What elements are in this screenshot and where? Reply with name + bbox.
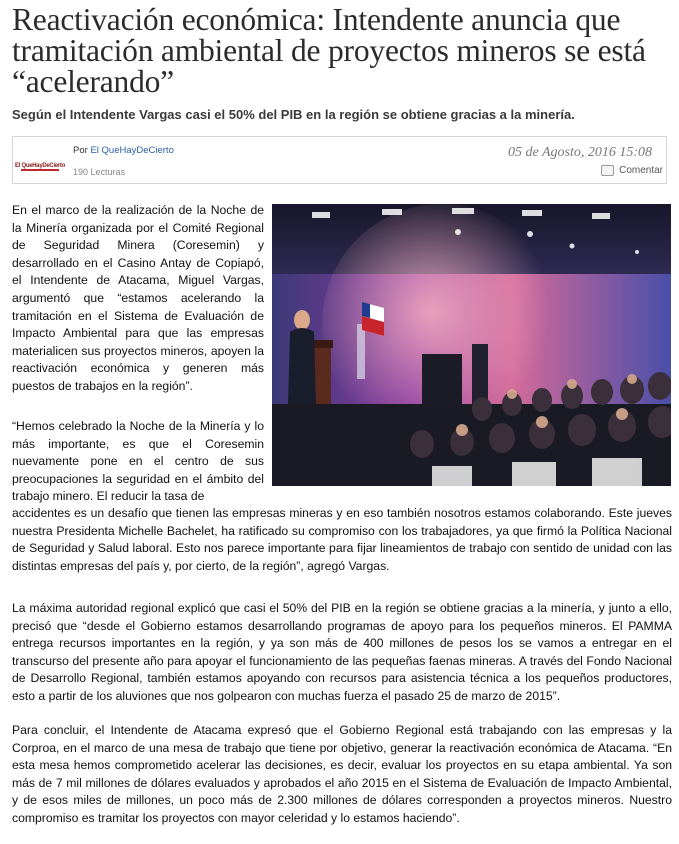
read-count: 190 Lecturas [73,167,126,177]
paragraph-2-wrap: “Hemos celebrado la Noche de la Minería y lo más importante, es que el Coresemin nuevamente pone en el centro de sus preocupaciones la seguridad en el ámbito del trabajo minero. El reducir la tasa de [12,419,264,504]
article-photo [272,204,671,486]
comment-label: Comentar [619,165,663,176]
author-link[interactable]: El QueHayDeCierto [90,145,174,156]
publish-date: 05 de Agosto, 2016 15:08 [507,145,652,160]
paragraph-4: Para concluir, el Intendente de Atacama expresó que el Gobierno Regional está trabajando con las empresas y la Corproa, en el marco de una mesa de trabajo que tiene por objetivo, generar la reactivación económica de Atacama. “En esta mesa hemos comprometido acelerar las decisiones, es decir, evaluar los proyectos en su etapa ambiental. Ya son más de 7 mil millones de dólares evaluados y aprobados el año 2015 en el Sistema de Evaluación de Impacto Ambiental, y de esos miles de millones, un poco más de 2.300 millones de dólares corresponden a proyectos mineros. Nuestro compromiso es tramitar los proyectos con mayor celeridad y lo estamos haciendo”. [12,723,672,825]
paragraph-2-full: accidentes es un desafío que tienen las empresas mineras y en eso también nosotros estamos colaborando. Este jueves nuestra Presidenta Michelle Bachelet, ha ratificado su compromiso con los trabajadores, ya que firmó la Política Nacional de Seguridad y Salud laboral. Esto nos parece importante para fijar lineamientos de trabajo con sentido de unidad con las distintas empresas del país y, por cierto, de la región”, agregó Vargas. [12,506,672,573]
byline [73,145,174,156]
event-photo-illustration [272,204,671,486]
publisher-logo[interactable] [15,160,65,172]
comment-button[interactable] [601,165,663,176]
article-meta-bar [12,136,667,184]
publisher-logo-text: El QueHayDeCierto [15,163,65,169]
byline-prefix: Por [73,145,88,156]
article-title: Reactivación económica: Intendente anuncia que tramitación ambiental de proyectos mineros se está “acelerando” [12,2,646,99]
paragraph-1: En el marco de la realización de la Noche de la Minería organizada por el Comité Regional de Seguridad Minera (Coresemin) y desarrollado en el Casino Antay de Copiapó, el Intendente de Atacama, Miguel Vargas, argumentó que “estamos acelerando la tramitación en el Sistema de Evaluación de Impacto Ambiental para que las empresas materialicen sus proyectos mineros, apoyen la reactivación económica y generen más puestos de trabajos en la región”. [12,203,264,393]
article-subtitle: Según el Intendente Vargas casi el 50% del PIB en la región se obtiene gracias a la minería. [12,107,575,122]
comment-icon [601,165,614,176]
paragraph-3: La máxima autoridad regional explicó que casi el 50% del PIB en la región se obtiene gracias a la minería, y junto a ello, precisó que “desde el Gobierno estamos desarrollando programas de apoyo para los pequeños mineros. El PAMMA entrega recursos importantes en la región, y ya son más de 400 millones de pesos los se vamos a entregar en el transcurso del presente año para apoyar el funcionamiento de las pequeñas faenas mineras. A través del Fondo Nacional de Desarrollo Regional, también estamos apoyando con recursos para asistencia técnica a los pequeños productores, esto a partir de los aluviones que nos golpearon con muchas fuerza el pasado 25 de marzo de 2015”. [12,601,672,703]
logo-underline [21,169,59,171]
